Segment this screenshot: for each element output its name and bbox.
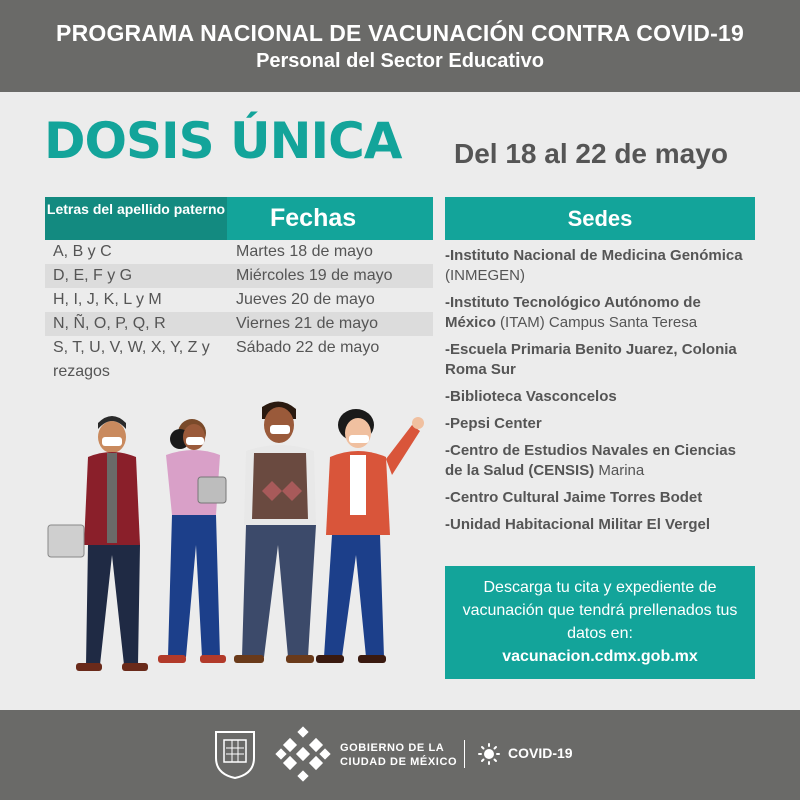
download-callout [445,566,755,679]
dates-column-header: Fechas [227,197,433,240]
headline: DOSIS ÚNICA [44,112,402,170]
schedule-row [45,240,433,264]
program-title: PROGRAMA NACIONAL DE VACUNACIÓN CONTRA COVID-19 [56,20,744,46]
sede-extra: (ITAM) Campus Santa Teresa [500,314,698,331]
date-range: Del 18 al 22 de mayo [454,138,728,169]
sede-extra: Marina [598,462,645,479]
letters-column-header: Letras del apellido paterno [45,197,227,240]
person-woman-red [316,409,424,663]
sede-extra: (INMEGEN) [445,267,525,284]
person-woman-pink [158,419,226,663]
person-man-vest [234,401,316,663]
date-cell: Martes 18 de mayo [236,243,373,260]
vaccination-url-link[interactable]: vacunacion.cdmx.gob.mx [502,648,698,665]
sede-item [445,293,755,333]
callout-text: Descarga tu cita y expediente de vacunación que tendrá prellenados tus datos en: [462,579,738,642]
program-subtitle: Personal del Sector Educativo [256,50,544,72]
sede-name: -Pepsi Center [445,415,542,432]
footer-divider [464,740,465,768]
sede-name: -Centro Cultural Jaime Torres Bodet [445,489,703,506]
schedule-row [45,312,433,336]
sedes-header: Sedes [445,197,755,240]
sede-item [445,246,755,286]
schedule-row [45,336,433,384]
letters-cell: S, T, U, V, W, X, Y, Z y rezagos [53,339,210,380]
cdmx-logo-icon [275,726,331,782]
schedule-table [45,197,433,384]
letters-cell: A, B y C [53,243,112,260]
sede-name: -Biblioteca Vasconcelos [445,388,617,405]
date-cell: Viernes 21 de mayo [236,315,379,332]
schedule-row [45,264,433,288]
sede-item [445,441,755,481]
people-with-masks-illustration [40,395,440,685]
government-name [340,741,457,769]
person-man-tablet [48,416,148,671]
letters-cell: N, Ñ, O, P, Q, R [53,315,166,332]
sede-item [445,414,755,434]
date-cell: Sábado 22 de mayo [236,339,380,356]
date-cell: Miércoles 19 de mayo [236,267,393,284]
sedes-panel [445,197,755,542]
letters-cell: D, E, F y G [53,267,133,284]
sedes-list [445,246,755,535]
sede-item [445,515,755,535]
schedule-row [45,288,433,312]
government-line-1: GOBIERNO DE LA [340,742,445,754]
sede-item [445,340,755,380]
sede-name: -Instituto Nacional de Medicina Genómica [445,247,743,264]
footer-bar [0,710,800,800]
letters-cell: H, I, J, K, L y M [53,291,162,308]
date-cell: Jueves 20 de mayo [236,291,375,308]
covid-label: COVID-19 [508,745,573,761]
sun-icon [478,743,500,765]
sede-item [445,488,755,508]
schedule-header [45,197,433,240]
header-bar [0,0,800,92]
sede-name: -Instituto Tecnológico Autónomo de México [445,294,701,331]
government-line-2: CIUDAD DE MÉXICO [340,756,458,768]
cdmx-crest-icon [212,728,258,780]
sede-name: -Escuela Primaria Benito Juarez, Colonia Roma Sur [445,341,737,378]
sede-name: -Centro de Estudios Navales en Ciencias de la Salud (CENSIS) [445,442,736,479]
sede-item [445,387,755,407]
sede-name: -Unidad Habitacional Militar El Vergel [445,516,711,533]
